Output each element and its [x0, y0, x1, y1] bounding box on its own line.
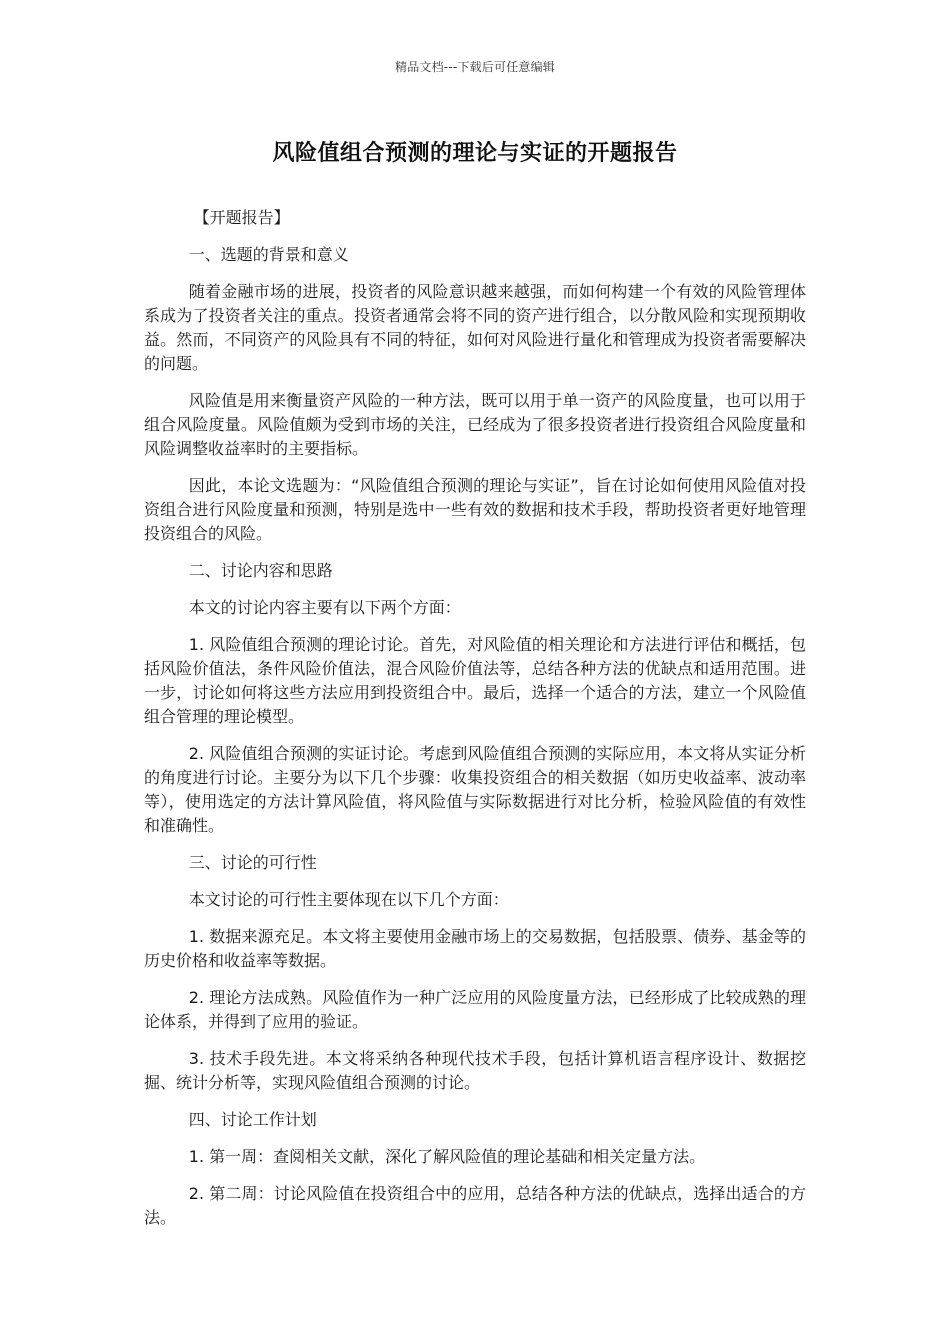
- list-item: 1. 第一周：查阅相关文献，深化了解风险值的理论基础和相关定量方法。: [188, 1147, 706, 1166]
- section-heading-3: 三、讨论的可行性: [188, 853, 317, 872]
- paragraph: 本文的讨论内容主要有以下两个方面：: [188, 598, 461, 617]
- document-title: 风险值组合预测的理论与实证的开题报告: [272, 141, 678, 166]
- paragraph: 因此，本论文选题为：“风险值组合预测的理论与实证”，旨在讨论如何使用风险值对投资组合进行风险度量和预测，特别是选中一些有效的数据和技术手段，帮助投资者更好地管理投资组合的风险。: [144, 476, 806, 543]
- list-item: 3. 技术手段先进。本文将采纳各种现代技术手段，包括计算机语言程序设计、数据挖掘、统计分析等，实现风险值组合预测的讨论。: [144, 1049, 806, 1092]
- section-heading-4: 四、讨论工作计划: [188, 1110, 317, 1129]
- list-item: 1. 风险值组合预测的理论讨论。首先，对风险值的相关理论和方法进行评估和概括，包括风险价值法，条件风险价值法，混合风险价值法等，总结各种方法的优缺点和适用范围。进一步，讨论如何将这些方法应用到投资组合中。最后，选择一个适合的方法，建立一个风险值组合管理的理论模型。: [144, 635, 806, 726]
- paragraph: 随着金融市场的进展，投资者的风险意识越来越强，而如何构建一个有效的风险管理体系成为了投资者关注的重点。投资者通常会将不同的资产进行组合，以分散风险和实现预期收益。然而，不同资产的风险具有不同的特征，如何对风险进行量化和管理成为投资者需要解决的问题。: [144, 282, 806, 373]
- list-item: 1. 数据来源充足。本文将主要使用金融市场上的交易数据，包括股票、债券、基金等的历史价格和收益率等数据。: [144, 927, 806, 970]
- section-heading-1: 一、选题的背景和意义: [188, 245, 349, 264]
- paragraph: 本文讨论的可行性主要体现在以下几个方面：: [188, 890, 509, 909]
- header-note: 精品文档---下载后可任意编辑: [395, 60, 555, 74]
- section-label: 【开题报告】: [193, 208, 290, 227]
- paragraph: 风险值是用来衡量资产风险的一种方法，既可以用于单一资产的风险度量，也可以用于组合风险度量。风险值颇为受到市场的关注，已经成为了很多投资者进行投资组合风险度量和风险调整收益率时的主要指标。: [144, 391, 806, 458]
- list-item: 2. 第二周：讨论风险值在投资组合中的应用，总结各种方法的优缺点，选择出适合的方法。: [144, 1184, 806, 1227]
- list-item: 2. 理论方法成熟。风险值作为一种广泛应用的风险度量方法，已经形成了比较成熟的理论体系，并得到了应用的验证。: [144, 988, 806, 1031]
- list-item: 2. 风险值组合预测的实证讨论。考虑到风险值组合预测的实际应用，本文将从实证分析的角度进行讨论。主要分为以下几个步骤：收集投资组合的相关数据（如历史收益率、波动率等），使用选定的方法计算风险值，将风险值与实际数据进行对比分析，检验风险值的有效性和准确性。: [144, 744, 806, 835]
- document-body: [144, 206, 806, 1243]
- section-heading-2: 二、讨论内容和思路: [188, 561, 333, 580]
